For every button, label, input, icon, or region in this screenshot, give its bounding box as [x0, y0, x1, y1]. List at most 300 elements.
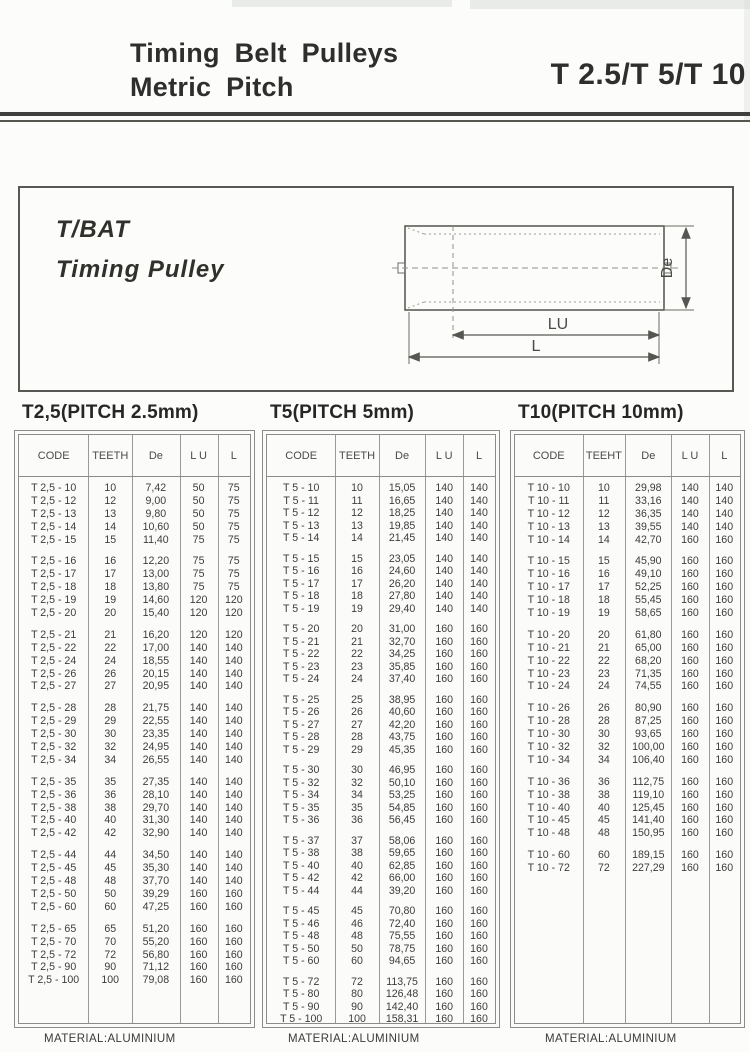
table-cell: 72	[351, 975, 363, 988]
table-cell: 44	[104, 849, 117, 862]
table-row	[515, 702, 740, 715]
table-cell: 140	[435, 482, 454, 494]
table-cell: 75	[192, 568, 205, 581]
table-cell: 160	[435, 814, 454, 826]
table-cell: T 2,5 - 10	[31, 482, 77, 494]
table-cell: 160	[189, 974, 208, 987]
table-cell: T 10 - 23	[527, 667, 570, 680]
table-cell: 119,10	[632, 788, 665, 801]
table-cell: 56,45	[388, 814, 416, 826]
table-cell: 160	[470, 834, 488, 847]
table-row	[267, 673, 495, 686]
table-cell: 160	[435, 764, 454, 776]
row-group	[19, 555, 250, 619]
table-cell: 140	[681, 482, 699, 494]
table-cell: 17	[104, 568, 117, 581]
table-cell: 160	[681, 555, 699, 568]
table-cell: 140	[224, 702, 243, 715]
table-row	[19, 802, 250, 815]
table-row	[267, 918, 495, 931]
table-inner	[514, 434, 741, 1024]
table-cell: 160	[435, 648, 454, 660]
table-cell: 140	[189, 875, 208, 888]
table-cell: T 10 - 15	[527, 555, 570, 568]
table-cell: 160	[681, 667, 699, 680]
column-header: L U	[190, 449, 207, 462]
table-row	[19, 901, 250, 914]
diagram-label-line1: T/BAT	[56, 216, 130, 243]
table-cell: 140	[470, 519, 488, 532]
table-cell: T 5 - 100	[280, 1013, 323, 1023]
table-cell: T 5 - 10	[283, 482, 320, 494]
table-row	[515, 814, 740, 827]
table-cell: 50	[192, 520, 205, 533]
table-cell: 140	[470, 552, 488, 565]
table-row	[19, 715, 250, 728]
table-row	[267, 814, 495, 827]
table-cell: T 5 - 22	[283, 648, 320, 660]
table-cell: 19	[351, 602, 363, 615]
table-cell: 140	[189, 801, 208, 814]
table-cell: 75	[227, 581, 240, 594]
table-cell: 140	[435, 552, 454, 565]
table-cell: 120	[224, 628, 243, 641]
table-cell: 29,40	[388, 602, 416, 615]
table-cell: 21	[597, 641, 610, 654]
table-row	[515, 789, 740, 802]
table-row	[267, 482, 495, 495]
table-cell: 160	[715, 628, 734, 641]
table-cell: 29	[351, 743, 363, 756]
table-row	[515, 862, 740, 875]
table-cell: 140	[189, 827, 208, 840]
table-cell: T 2,5 - 40	[31, 814, 77, 827]
table-cell: 160	[470, 660, 488, 673]
table-cell: 160	[470, 693, 488, 706]
table-cell: 80	[351, 988, 363, 1000]
table-cell: 66,00	[388, 872, 416, 884]
table-cell: 140	[224, 875, 243, 888]
table-row	[515, 521, 740, 534]
table-cell: 160	[715, 788, 734, 801]
table-cell: 25	[351, 693, 363, 706]
table-cell: 160	[189, 961, 208, 974]
table-cell: 160	[681, 715, 699, 728]
table-cell: T 2,5 - 100	[28, 974, 80, 987]
table-header-row	[515, 435, 740, 477]
table-cell: 160	[681, 753, 699, 766]
table-cell: 140	[224, 801, 243, 814]
table-cell: 31,00	[388, 623, 416, 635]
table-row	[19, 888, 250, 901]
table-cell: 46,95	[388, 764, 416, 776]
table-cell: 140	[224, 814, 243, 827]
column-header: De	[641, 449, 656, 462]
table-cell: 45	[351, 905, 363, 917]
table-row	[267, 802, 495, 815]
scan-artifact	[232, 0, 452, 7]
table-row	[19, 974, 250, 987]
table-cell: 160	[681, 801, 699, 814]
table-cell: T 2,5 - 44	[31, 849, 77, 862]
table-cell: 106,40	[632, 753, 665, 766]
table-cell: 140	[435, 590, 454, 602]
table-cell: 52,25	[635, 581, 662, 594]
column-header: TEETH	[339, 449, 376, 462]
table-cell: 61,80	[635, 628, 662, 641]
table-cell: 160	[715, 849, 734, 862]
table-cell: T 2,5 - 72	[31, 948, 77, 961]
table-cell: 160	[470, 814, 488, 826]
table-cell: T 10 - 72	[527, 862, 570, 875]
table-cell: 140	[224, 715, 243, 728]
table-cell: 14	[597, 533, 610, 546]
table-cell: 45,35	[388, 743, 416, 756]
table-cell: 160	[681, 849, 699, 862]
table-cell: T 10 - 32	[527, 741, 570, 754]
table-cell: 140	[470, 602, 488, 615]
table-t5	[262, 430, 500, 1028]
table-cell: 140	[470, 590, 488, 602]
table-cell: 19	[597, 607, 610, 620]
table-cell: 160	[681, 654, 699, 667]
table-row	[19, 875, 250, 888]
table-cell: 160	[224, 887, 243, 900]
table-cell: 37,70	[142, 875, 170, 888]
table-cell: T 2,5 - 16	[31, 555, 77, 568]
table-cell: T 10 - 20	[527, 628, 570, 641]
table-cell: 140	[224, 680, 243, 693]
table-cell: 45	[104, 862, 117, 875]
table-cell: 30	[351, 764, 363, 776]
table-cell: 13,00	[142, 568, 170, 581]
table-cell: T 5 - 19	[283, 602, 320, 615]
table-cell: 24	[351, 673, 363, 685]
table-cell: 140	[715, 507, 734, 520]
table-cell: 140	[189, 788, 208, 801]
table-cell: 160	[470, 930, 488, 942]
table-cell: 14,60	[142, 594, 170, 607]
table-cell: 160	[189, 887, 208, 900]
table-row	[19, 827, 250, 840]
table-cell: 160	[715, 775, 734, 788]
table-cell: T 2,5 - 38	[31, 801, 77, 814]
table-cell: 140	[435, 494, 454, 507]
table-cell: 20	[597, 628, 610, 641]
table-cell: T 10 - 14	[527, 533, 570, 546]
table-cell: 35,85	[388, 660, 416, 673]
table-cell: 140	[224, 654, 243, 667]
table-cell: 120	[224, 594, 243, 607]
table-cell: 30	[104, 728, 117, 741]
table-cell: 75,55	[388, 930, 416, 942]
table-cell: 15	[597, 555, 610, 568]
table-cell: 160	[224, 900, 243, 913]
table-cell: 140	[189, 715, 208, 728]
table-cell: T 2,5 - 26	[31, 667, 77, 680]
table-cell: 140	[189, 741, 208, 754]
table-row	[515, 715, 740, 728]
table-cell: 160	[435, 872, 454, 884]
table-cell: T 5 - 26	[283, 706, 320, 718]
table-cell: 90	[104, 961, 117, 974]
table-cell: 140	[470, 577, 488, 590]
table-row	[515, 629, 740, 642]
table-cell: 38,95	[388, 693, 416, 706]
table-row	[267, 520, 495, 533]
table-cell: 13	[351, 519, 363, 532]
table-cell: 160	[470, 988, 488, 1000]
table-row	[19, 776, 250, 789]
table-cell: 140	[224, 788, 243, 801]
table-row	[515, 581, 740, 594]
table-cell: 68,20	[635, 654, 662, 667]
table-cell: T 10 - 10	[527, 482, 570, 494]
table-row	[19, 923, 250, 936]
table-cell: 15	[351, 552, 363, 565]
table-row	[267, 694, 495, 707]
table-body	[267, 477, 495, 1023]
table-cell: 55,45	[635, 594, 662, 607]
table-cell: 142,40	[385, 1000, 419, 1013]
row-group	[267, 694, 495, 757]
table-cell: 10,60	[142, 520, 170, 533]
table-cell: 16	[351, 565, 363, 577]
table-row	[19, 521, 250, 534]
table-cell: 140	[224, 775, 243, 788]
page-title-line1: Timing Belt Pulleys	[130, 38, 399, 68]
table-cell: 158,31	[385, 1013, 419, 1023]
table-cell: 36	[597, 775, 610, 788]
table-cell: 39,55	[635, 520, 662, 533]
table-cell: 160	[224, 935, 243, 948]
row-group	[19, 776, 250, 840]
table-cell: 160	[681, 788, 699, 801]
table-cell: 34,50	[142, 849, 170, 862]
table-row	[267, 764, 495, 777]
table-cell: 120	[189, 594, 208, 607]
row-group	[515, 776, 740, 840]
table-cell: 150,95	[632, 827, 665, 840]
table-cell: 160	[435, 930, 454, 942]
table-cell: 26,55	[142, 753, 170, 766]
table-cell: 38	[104, 801, 117, 814]
table-cell: 60	[351, 955, 363, 967]
column-header: De	[148, 449, 163, 462]
table-cell: 160	[470, 801, 488, 814]
table-cell: 160	[435, 847, 454, 859]
table-cell: T 5 - 80	[283, 988, 320, 1000]
table-cell: 160	[435, 743, 454, 756]
table-cell: 160	[435, 660, 454, 673]
column-header: CODE	[37, 449, 70, 462]
table-cell: T 5 - 30	[283, 764, 320, 776]
table-cell: 27	[351, 718, 363, 731]
table-cell: 70,80	[388, 905, 416, 917]
table-cell: 160	[224, 948, 243, 961]
pulley-diagram-box	[18, 186, 734, 392]
table-row	[19, 680, 250, 693]
table-cell: 16,65	[388, 494, 416, 507]
table-cell: 160	[681, 680, 699, 693]
table-cell: 160	[681, 741, 699, 754]
table-cell: 160	[681, 728, 699, 741]
table-cell: 140	[224, 667, 243, 680]
table-cell: 50	[351, 942, 363, 955]
table-cell: T 2,5 - 29	[31, 715, 77, 728]
table-cell: 42	[104, 827, 117, 840]
table-cell: 140	[224, 862, 243, 875]
table-cell: 53,25	[388, 789, 416, 801]
row-group	[267, 623, 495, 686]
table-cell: 100	[101, 974, 120, 987]
table-row	[19, 741, 250, 754]
table-row	[267, 976, 495, 989]
table-row	[267, 835, 495, 848]
table-row	[19, 555, 250, 568]
table-cell: 160	[435, 917, 454, 930]
table-cell: 22	[104, 641, 117, 654]
table-cell: 140	[435, 577, 454, 590]
table-row	[515, 754, 740, 767]
table-cell: 140	[435, 532, 454, 544]
table-cell: 28	[597, 715, 610, 728]
table-cell: 11,40	[142, 533, 169, 546]
table-cell: 160	[470, 872, 488, 884]
table-cell: 160	[470, 718, 488, 731]
table-row	[515, 802, 740, 815]
scan-artifact	[470, 0, 750, 9]
table-cell: T 5 - 21	[283, 635, 320, 648]
table-cell: T 10 - 28	[527, 715, 570, 728]
table-cell: 125,45	[632, 801, 665, 814]
table-cell: 12,20	[142, 555, 170, 568]
table-cell: T 5 - 36	[283, 814, 320, 826]
table-cell: 47,25	[142, 900, 170, 913]
table-cell: 160	[435, 884, 454, 897]
table-cell: T 5 - 18	[283, 590, 320, 602]
table-cell: 26	[597, 702, 610, 715]
table-cell: 42,20	[388, 718, 416, 731]
table-cell: T 2,5 - 13	[31, 507, 77, 520]
table-row	[19, 961, 250, 974]
table-cell: 160	[470, 955, 488, 967]
dim-label-lu: LU	[547, 316, 569, 333]
table-cell: 160	[435, 623, 454, 635]
table-row	[19, 789, 250, 802]
table-cell: 65	[104, 922, 117, 935]
table-row	[19, 702, 250, 715]
table-cell: 160	[435, 718, 454, 731]
table-row	[19, 629, 250, 642]
table-cell: 94,65	[388, 955, 416, 967]
table-cell: T 2,5 - 15	[31, 533, 77, 546]
table-cell: 32	[597, 741, 610, 754]
table-cell: 38	[597, 788, 610, 801]
table-cell: 160	[435, 693, 454, 706]
table-cell: 100,00	[632, 741, 665, 754]
table-inner	[18, 434, 251, 1024]
table-cell: 74,55	[635, 680, 662, 693]
table-cell: 36	[351, 814, 363, 826]
table-cell: 160	[470, 859, 488, 872]
table-cell: T 10 - 17	[527, 581, 570, 594]
column-header: De	[395, 449, 410, 462]
table-cell: 37,40	[388, 673, 416, 685]
table-cell: 140	[435, 565, 454, 577]
table-cell: 60	[597, 849, 610, 862]
table-cell: T 10 - 21	[527, 641, 570, 654]
table-row	[515, 607, 740, 620]
table-cell: 140	[224, 728, 243, 741]
table-cell: 160	[681, 581, 699, 594]
table-cell: 50	[192, 482, 205, 494]
table-header-row	[19, 435, 250, 477]
table-outer-border	[14, 430, 255, 1028]
table-cell: 18	[597, 594, 610, 607]
table-cell: 71,35	[635, 667, 662, 680]
table-cell: 160	[681, 628, 699, 641]
row-group	[267, 976, 495, 1024]
table-row	[515, 655, 740, 668]
table-cell: T 5 - 32	[283, 776, 320, 789]
table-cell: 37	[351, 834, 363, 847]
table-cell: 140	[435, 507, 454, 519]
table-cell: 113,75	[386, 975, 418, 988]
table-cell: 140	[715, 520, 734, 533]
table-cell: 23,05	[388, 552, 416, 565]
table-cell: T 10 - 11	[528, 494, 570, 507]
page-title-line2: Metric Pitch	[130, 72, 294, 102]
table-cell: 160	[715, 581, 734, 594]
table-cell: 70	[104, 935, 117, 948]
table-cell: 36,35	[635, 507, 662, 520]
table-row	[515, 668, 740, 681]
table-row	[267, 495, 495, 508]
table-row	[267, 507, 495, 520]
table-cell: 30	[597, 728, 610, 741]
table-cell: T 2,5 - 50	[31, 887, 77, 900]
table-row	[267, 872, 495, 885]
table-cell: T 10 - 22	[527, 654, 570, 667]
table-cell: 160	[435, 1013, 454, 1023]
table-row	[267, 1013, 495, 1023]
table-cell: 71,12	[142, 961, 170, 974]
table-cell: 23	[597, 667, 610, 680]
table-row	[515, 849, 740, 862]
table-cell: 21,45	[388, 532, 416, 544]
table-cell: 160	[715, 862, 734, 875]
table-row	[19, 482, 250, 495]
table-cell: 160	[189, 948, 208, 961]
table-cell: 160	[681, 594, 699, 607]
table-cell: 26,20	[388, 577, 416, 590]
table-cell: 140	[189, 862, 208, 875]
table-cell: 75	[227, 494, 240, 507]
table-cell: 19	[104, 594, 117, 607]
table-cell: 17	[351, 577, 363, 590]
table-cell: 160	[224, 922, 243, 935]
column-header: L	[230, 449, 237, 462]
table-cell: T 5 - 42	[283, 872, 320, 884]
table-cell: 160	[715, 594, 734, 607]
table-outer-border	[262, 430, 500, 1028]
table-cell: 32,70	[388, 635, 416, 648]
table-cell: 140	[470, 482, 488, 494]
table-cell: 32	[104, 741, 117, 754]
table-cell: 10	[104, 482, 117, 494]
table-cell: 13	[104, 507, 117, 520]
